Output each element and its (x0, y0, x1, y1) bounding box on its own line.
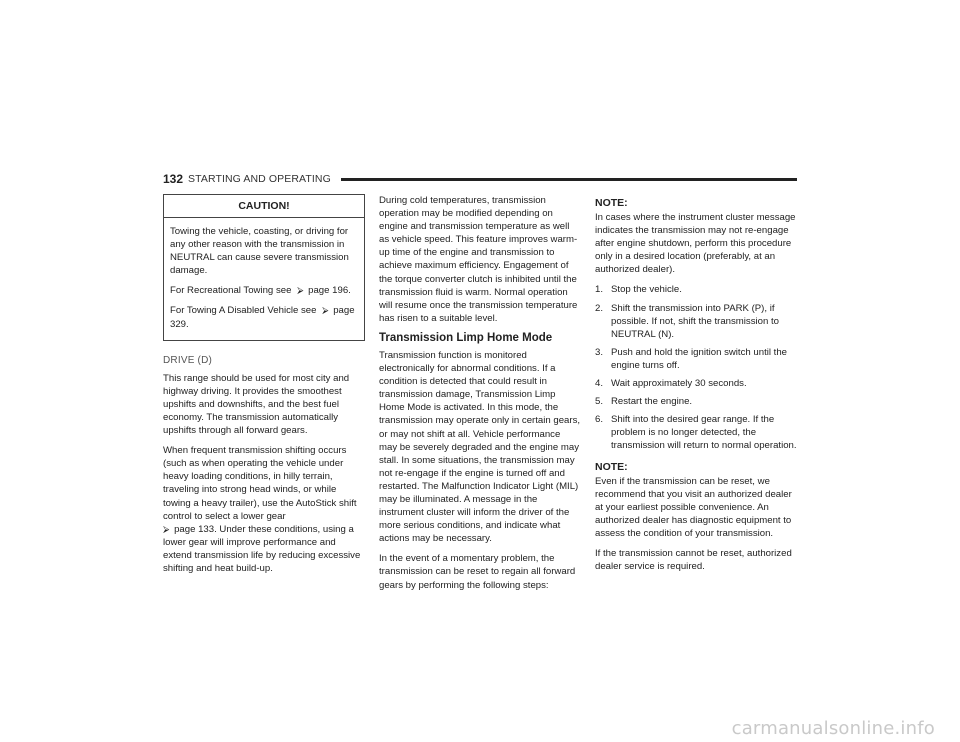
recreational-towing-ref (170, 284, 358, 297)
drive-para-2 (163, 444, 365, 575)
final-para: If the transmission cannot be reset, authorized dealer service is required. (595, 547, 792, 573)
section-title: STARTING AND OPERATING (188, 173, 331, 185)
list-item: 2. Shift the transmission into PARK (P), if possible. If not, shift the transmission to NEUTRAL (N). (595, 302, 779, 340)
column-1 (163, 194, 365, 582)
disabled-towing-ref (170, 304, 358, 330)
note-1-text: In cases where the instrument cluster message indicates the transmission may not re-engage after engine shutdown, perform this procedure only in a desired location (preferably, at an authorized dealer). (595, 212, 796, 276)
page-reference-arrow-icon: ⮚ (322, 305, 329, 316)
note-2-text: Even if the transmission can be reset, we recommend that you visit an authorized dealer at your earliest possible convenience. An authorized dealer has diagnostic equipment to assess the condition of your transmission. (595, 475, 792, 539)
drive-para-1: This range should be used for most city and highway driving. It provides the smoothest upshifts and downshifts, and the best fuel economy. The transmission automatically upshifts through all forward gears. (163, 372, 350, 437)
note-1-label: NOTE: (595, 197, 628, 209)
column-3 (595, 194, 797, 580)
header-rule (341, 178, 797, 181)
cold-temperature-para: During cold temperatures, transmission operation may be modified depending on engine and transmission temperature as well as vehicle speed. This feature improves warm-up time of the engine and transmission to achieve maximum efficiency. Engagement of the torque converter clutch is inhibited until the transmission fluid is warm. Normal operation will resume once the transmission temperature has risen to a suitable level. (379, 195, 578, 324)
disabled-towing-label: For Towing A Disabled Vehicle see (170, 305, 317, 317)
page-reference-arrow-icon: ⮚ (297, 285, 304, 296)
limp-home-para-2: In the event of a momentary problem, the transmission can be reset to regain all forward gears by performing the following steps: (379, 553, 576, 591)
caution-box (163, 194, 365, 341)
list-item: 4. Wait approximately 30 seconds. (595, 378, 747, 390)
column-2 (379, 194, 581, 599)
page-number: 132 (163, 172, 184, 186)
list-item: 5. Restart the engine. (595, 396, 693, 408)
caution-title: CAUTION! (164, 195, 364, 218)
page-header (163, 171, 797, 187)
caution-body (164, 218, 364, 340)
note-2-label: NOTE: (595, 460, 628, 473)
watermark: carmanualsonline.info (731, 718, 935, 739)
list-item: 3. Push and hold the ignition switch until the engine turns off. (595, 346, 787, 371)
rec-towing-label: For Recreational Towing see (170, 285, 292, 297)
caution-text: Towing the vehicle, coasting, or driving for any other reason with the transmission in NEUTRAL can cause severe transmission damage. (170, 226, 349, 277)
list-item: 1. Stop the vehicle. (595, 284, 682, 296)
autostick-page-link[interactable]: page 133. (174, 523, 217, 535)
drive-heading: DRIVE (D) (163, 354, 213, 366)
limp-home-heading: Transmission Limp Home Mode (379, 331, 553, 344)
disabled-towing-page-link[interactable]: page 329. (170, 305, 355, 330)
reset-steps-list (595, 283, 797, 452)
drive-para-2-before: When frequent transmission shifting occurs (such as when operating the vehicle under heavy loading conditions, in hilly terrain, traveling into strong head winds, or while towing a heavy trailer), use the AutoStick shift control to select a lower gear (163, 445, 357, 522)
rec-towing-page-link[interactable]: page 196. (308, 285, 351, 297)
limp-home-para-1: Transmission function is monitored electronically for abnormal conditions. If a condition is detected that could result in transmission damage, Transmission Limp Home Mode is activated. In this mode, the transmission may operate only in certain gears, or may not shift at all. Vehicle performance may be severely degraded and the engine may stall. In some situations, the transmission may not re-engage if the engine is turned off and restarted. The Malfunction Indicator Light (MIL) may be illuminated. A message in the instrument cluster will inform the driver of the more serious conditions, and indicate what actions may be necessary. (379, 349, 581, 545)
drive-para-2-after: Under these conditions, using a lower gear will improve performance and extend transmission life by reducing excessive shifting and heat build-up. (163, 523, 361, 574)
list-item: 6. Shift into the desired gear range. If the problem is no longer detected, the transmission will return to normal operation. (595, 414, 797, 452)
page-reference-arrow-icon: ⮚ (163, 523, 170, 534)
